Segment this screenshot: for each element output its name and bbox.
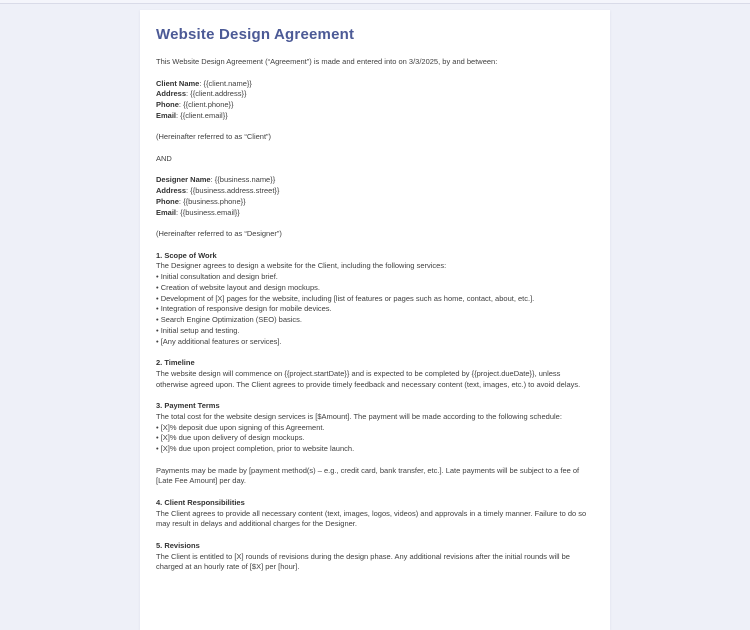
paragraph-line: • Initial consultation and design brief. <box>156 272 278 281</box>
section-heading: 3. Payment Terms <box>156 401 220 410</box>
paragraph-line: • Search Engine Optimization (SEO) basics. <box>156 315 303 324</box>
field-line <box>156 208 594 219</box>
designer-info-block <box>156 175 594 218</box>
paragraph-line: • Creation of website layout and design mockups. <box>156 282 320 292</box>
paragraph-line: • Initial setup and testing. <box>156 325 240 335</box>
paragraph-line: • [X]% deposit due upon signing of this Agreement. <box>156 422 325 432</box>
section-heading: 2. Timeline <box>156 358 195 367</box>
paragraph-line: The Designer agrees to design a website for the Client, including the following services: <box>156 261 447 271</box>
paragraph-line: • Development of [X] pages for the website, including [list of features or pages such as home, contact, about, etc.]. <box>156 293 535 303</box>
sections-container <box>156 251 594 574</box>
intro-paragraph: This Website Design Agreement (“Agreement”) is made and entered into on 3/3/2025, by and between: <box>156 57 498 66</box>
section-block <box>156 498 594 530</box>
section-block <box>156 251 594 348</box>
field-value: : {{client.email}} <box>176 110 228 120</box>
paragraph-line: • [X]% due upon delivery of design mockups. <box>156 433 305 443</box>
field-value: : {{client.address}} <box>186 89 247 99</box>
and-separator: AND <box>156 153 172 163</box>
paragraph-line: • [Any additional features or services]. <box>156 336 282 346</box>
document-title: Website Design Agreement <box>156 26 355 43</box>
field-value: : {{business.address.street}} <box>186 186 280 195</box>
client-hereinafter: (Hereinafter referred to as “Client”) <box>156 132 272 142</box>
field-label: Client Name <box>156 78 200 88</box>
field-value: : {{business.phone}} <box>178 196 246 206</box>
field-line <box>156 197 594 208</box>
toolbar-bottom-edge <box>0 0 750 4</box>
designer-hereinafter: (Hereinafter referred to as “Designer”) <box>156 229 282 238</box>
field-line <box>156 100 594 111</box>
field-label: Address <box>156 186 187 195</box>
field-line <box>156 111 594 122</box>
paragraph-line: The Client is entitled to [X] rounds of revisions during the design phase. Any additional revisions after the initial rounds will be charged at an hourly rate of [$X] per [hour]. <box>156 551 570 572</box>
field-value: : {{client.name}} <box>199 78 252 88</box>
field-line <box>156 79 594 90</box>
section-block <box>156 401 594 455</box>
paragraph-line: The Client agrees to provide all necessary content (text, images, logos, videos) and approvals in a timely manner. Failure to do so may result in delays and additional charges for the Designer. <box>156 508 587 529</box>
field-label: Address <box>156 89 187 99</box>
section-block <box>156 358 594 390</box>
section-block <box>156 466 594 488</box>
paragraph-line: • Integration of responsive design for mobile devices. <box>156 304 332 314</box>
section-heading: 4. Client Responsibilities <box>156 497 245 507</box>
field-line <box>156 186 594 197</box>
field-line <box>156 89 594 100</box>
field-label: Phone <box>156 100 179 109</box>
field-label: Email <box>156 110 177 120</box>
section-heading: 1. Scope of Work <box>156 250 217 260</box>
field-value: : {{business.name}} <box>210 175 276 185</box>
paragraph-line: The website design will commence on {{project.startDate}} and is expected to be completed by {{project.dueDate}}, unless otherwise agreed upon. The Client agrees to provide timely feedback and necessary content (text, images, etc.) to avoid delays. <box>156 368 581 389</box>
field-value: : {{business.email}} <box>176 207 240 217</box>
field-label: Phone <box>156 196 179 206</box>
client-info-block <box>156 79 594 122</box>
field-line <box>156 175 594 186</box>
paragraph-line: • [X]% due upon project completion, prior to website launch. <box>156 444 355 453</box>
document-page <box>140 10 610 630</box>
section-heading: 5. Revisions <box>156 540 200 550</box>
field-label: Designer Name <box>156 175 211 185</box>
field-label: Email <box>156 207 177 217</box>
field-value: : {{client.phone}} <box>178 100 234 109</box>
section-block <box>156 541 594 573</box>
paragraph-line: Payments may be made by [payment method(s) – e.g., credit card, bank transfer, etc.]. Late payments will be subject to a fee of [Late Fee Amount] per day. <box>156 465 580 486</box>
paragraph-line: The total cost for the website design services is [$Amount]. The payment will be made according to the following schedule: <box>156 411 562 421</box>
